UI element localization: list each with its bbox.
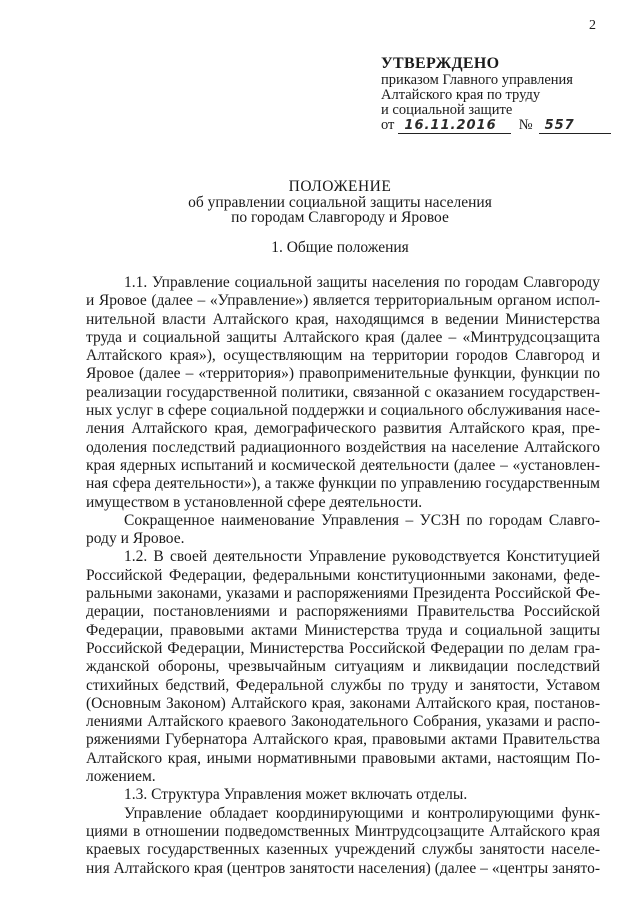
text-line: реализации государственной политики, связанной с оказанием государствен- [86,383,600,401]
document-title [150,179,530,226]
approval-date-number [381,118,611,134]
text-line: лениями Алтайского краевого Законодательного Собрания, указами и распо- [86,713,600,731]
text-line: ральными законами, указами и распоряжениями Президента Российской Фе- [86,585,600,603]
text-line: и Яровое (далее – «Управление») является территориальным органом испол- [86,292,600,310]
paragraph [86,274,600,512]
paragraph [86,548,600,786]
document-body [86,274,600,878]
approval-line: и социальной защите [381,102,513,118]
text-line: Управление обладает координирующими и контролирующими функ- [124,804,600,822]
approval-line: приказом Главного управления [381,72,573,88]
text-line: дерации, постановлениями и распоряжениями Правительства Российской [86,603,600,621]
text-line: жданской обороны, чрезвычайным ситуациям и ликвидации последствий [86,658,600,676]
text-line: ная сфера деятельности»), а также функции по управлению государственным [86,475,600,493]
text-line: краевых государственных казенных учреждений службы занятости населе- [86,841,600,859]
text-line: Федерации, правовыми актами Министерства труда и социальной защиты [86,621,600,639]
paragraph [86,512,600,549]
text-line: ложением. [86,768,156,786]
date-prefix: от [381,117,395,133]
title-line: ПОЛОЖЕНИЕ [288,178,392,195]
approval-line: Алтайского края по труду [381,87,541,103]
text-line: одоления последствий радиационного воздействия на население Алтайского [86,438,600,456]
text-line: стихийных бедствий, Федеральной службы по труду и занятости, Уставом [86,676,600,694]
text-line: Сокращенное наименование Управления – УСЗН по городам Славго- [124,511,600,529]
handwritten-date: 16.11.2016 [398,118,510,134]
text-line: 1.3. Структура Управления может включать отделы. [124,786,468,804]
approval-stamp [381,56,611,134]
text-line: труда и социальной защиты Алтайского края (далее – «Минтрудсоцзащита [86,328,600,346]
text-line: нительной власти Алтайского края, находящимся в ведении Министерства [86,310,600,328]
text-line: (Основным Законом) Алтайского края, законами Алтайского края, постанов- [86,694,600,712]
text-line: 1.2. В своей деятельности Управление руководствуется Конституцией [124,548,600,566]
paragraph [86,805,600,878]
text-line: 1.1. Управление социальной защиты населения по городам Славгороду [124,274,600,291]
approval-heading: УТВЕРЖДЕНО [381,55,500,72]
text-line: ления Алтайского края, демографического развития Алтайского края, пре- [86,420,600,438]
text-line: ных услуг в сфере социальной поддержки и социального обслуживания насе- [86,402,600,420]
text-line: Алтайского края»), осуществляющим на территории городов Славгород и [86,347,600,365]
text-line: Алтайского края, иными нормативными правовыми актами, настоящим По- [86,749,600,767]
text-line: ния Алтайского края (центров занятости населения) (далее – «центры занято- [86,859,600,877]
text-line: Российской Федерации, Министерства Российской Федерации по делам гра- [86,639,600,657]
text-line: роду и Яровое. [86,530,185,548]
section-heading: 1. Общие положения [271,239,409,256]
text-line: Яровое (далее – «территория») правоприменительные функции, функции по [86,365,600,383]
paragraph [86,786,600,804]
page-number: 2 [589,18,596,33]
handwritten-number: 557 [539,118,611,134]
title-line: об управлении социальной защиты населения [188,193,492,211]
number-label: № [518,117,533,133]
text-line: Российской Федерации, федеральными конституционными законами, феде- [86,566,600,584]
text-line: циями в отношении подведомственных Минтрудсоцзащите Алтайского края [86,822,600,840]
text-line: края ядерных испытаний и космической деятельности (далее – «установлен- [86,456,600,474]
text-line: имуществом в установленной сфере деятельности. [86,493,423,511]
title-line: по городам Славгороду и Яровое [231,209,449,226]
text-line: ряжениями Губернатора Алтайского края, правовыми актами Правительства [86,731,600,749]
